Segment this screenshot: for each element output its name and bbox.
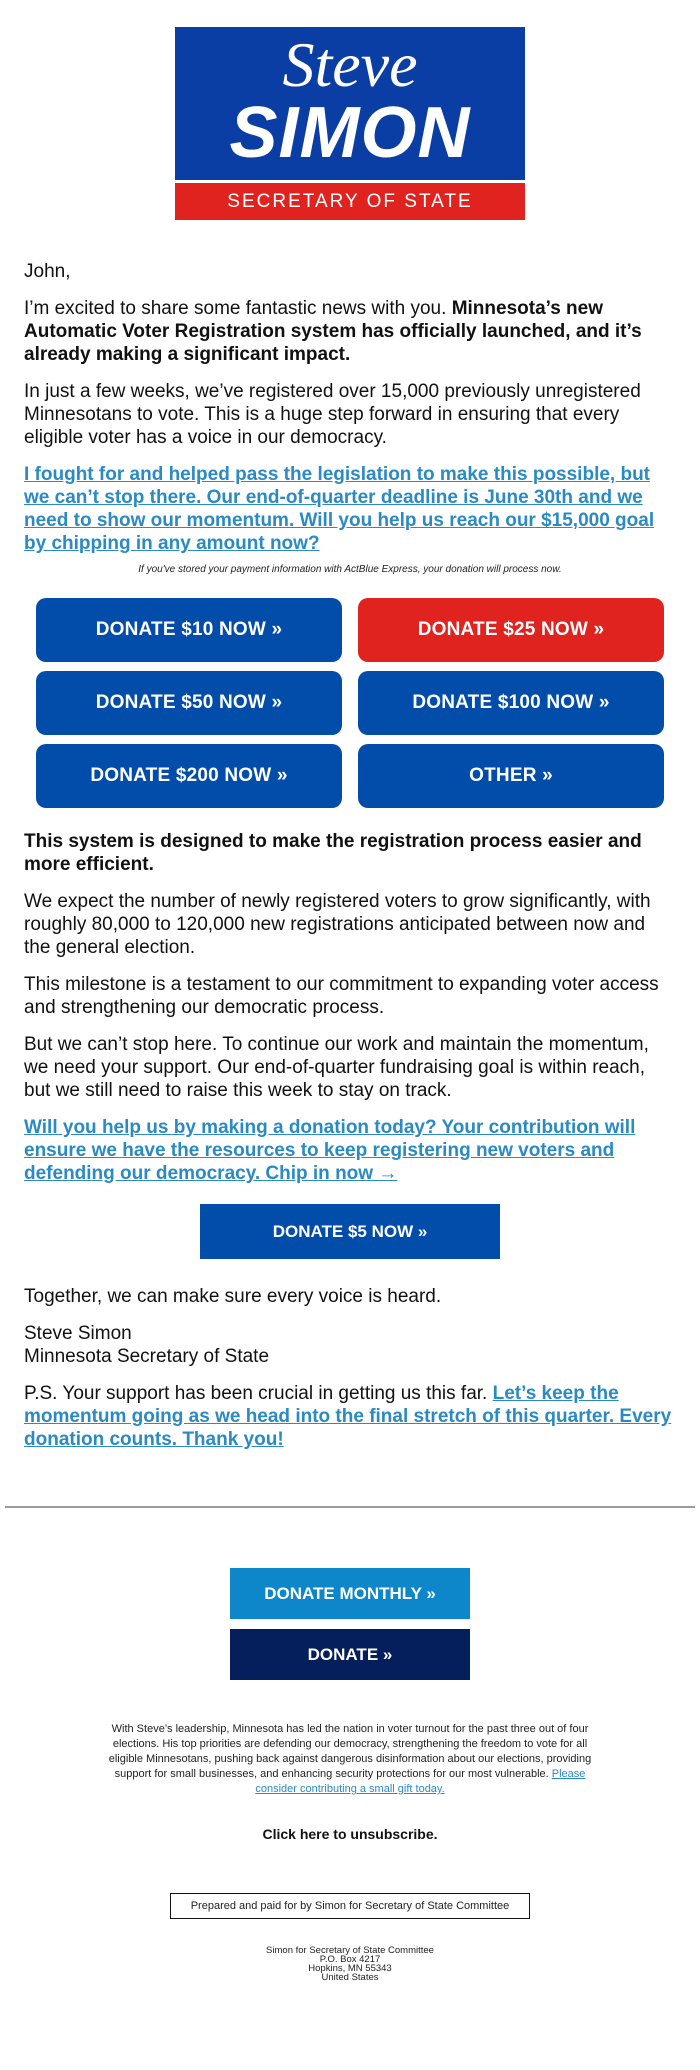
donate-10-button[interactable]: DONATE $10 NOW » — [36, 598, 342, 662]
donate-monthly-button[interactable]: DONATE MONTHLY » — [230, 1568, 470, 1619]
address-line-4: United States — [321, 1972, 379, 1983]
donate-other-button[interactable]: OTHER » — [358, 744, 664, 808]
address-line-3: Hopkins, MN 55343 — [308, 1963, 392, 1974]
signature-title: Minnesota Secretary of State — [24, 1346, 270, 1367]
intro-bold-text: Minnesota’s new Automatic Voter Registration system has officially launched, and it’s already making a significant impact. — [24, 298, 642, 365]
donate-25-button[interactable]: DONATE $25 NOW » — [358, 598, 664, 662]
support-paragraph: But we can’t stop here. To continue our work and maintain the momentum, we need your support. Our end-of-quarter fundraising goal is within reach, but we still need to raise this week to stay on track. — [24, 1034, 649, 1101]
registration-paragraph: In just a few weeks, we’ve registered over 15,000 previously unregistered Minnesotans to vote. This is a huge step forward in ensuring that every eligible voter has a voice in our democracy. — [24, 381, 641, 448]
logo-first-name: Steve — [282, 29, 418, 100]
donate-5-button[interactable]: DONATE $5 NOW » — [200, 1204, 500, 1259]
unsubscribe-link[interactable]: Click here to unsubscribe. — [262, 1826, 438, 1842]
milestone-paragraph: This milestone is a testament to our commitment to expanding voter access and strengthening our democratic process. — [24, 974, 659, 1018]
mailing-address — [0, 1946, 700, 1982]
logo-blue-panel — [175, 27, 525, 180]
intro-paragraph — [24, 297, 676, 366]
ps-plain-text: P.S. Your support has been crucial in getting us this far. — [24, 1383, 493, 1404]
greeting: John, — [24, 261, 71, 282]
together-line: Together, we can make sure every voice is heard. — [24, 1286, 442, 1307]
system-bold-paragraph: This system is designed to make the registration process easier and more efficient. — [24, 831, 642, 875]
signature-name: Steve Simon — [24, 1323, 132, 1344]
signature — [24, 1322, 676, 1368]
campaign-logo — [175, 27, 525, 220]
chip-in-link[interactable]: Will you help us by making a donation today? Your contribution will ensure we have the resources to keep registering new voters and defending our democracy. Chip in now → — [24, 1117, 636, 1184]
donate-200-button[interactable]: DONATE $200 NOW » — [36, 744, 342, 808]
logo-title-banner: SECRETARY OF STATE — [175, 183, 525, 220]
footer-about-text: With Steve’s leadership, Minnesota has led the nation in voter turnout for the past three out of four elections. His top priorities are defending our democracy, strengthening the freedom to vote for all eligible Minnesotans, pushing back against dangerous disinformation about our elections, providing support for small businesses, and enhancing security protections for our most vulnerable. — [108, 1723, 592, 1780]
legislation-donate-link[interactable]: I fought for and helped pass the legislation to make this possible, but we can’t stop there. Our end-of-quarter deadline is June 30th and we need to show our momentum. Will you help us reach our $15,000 goal by chipping in any amount now? — [24, 464, 655, 554]
email-intro — [24, 260, 676, 591]
intro-plain-text: I’m excited to share some fantastic news with you. — [24, 298, 452, 319]
footer-gift-link[interactable]: Please consider contributing a small gift today. — [255, 1768, 586, 1795]
donate-100-button[interactable]: DONATE $100 NOW » — [358, 671, 664, 735]
email-body — [24, 830, 676, 1199]
expectation-paragraph: We expect the number of newly registered voters to grow significantly, with roughly 80,000 to 120,000 new registrations anticipated between now and the general election. — [24, 891, 651, 958]
email-closing — [24, 1285, 676, 1465]
paid-for-disclaimer: Prepared and paid for by Simon for Secretary of State Committee — [170, 1893, 530, 1919]
ps-paragraph — [24, 1382, 676, 1451]
actblue-note: If you've stored your payment information with ActBlue Express, your donation will process now. — [138, 564, 562, 575]
donate-50-button[interactable]: DONATE $50 NOW » — [36, 671, 342, 735]
address-line-1: Simon for Secretary of State Committee — [266, 1945, 434, 1956]
ps-donate-link[interactable]: Let’s keep the momentum going as we head into the final stretch of this quarter. Every donation counts. Thank you! — [24, 1383, 672, 1450]
address-line-2: P.O. Box 4217 — [319, 1954, 381, 1965]
section-divider — [5, 1506, 695, 1508]
logo-last-name: SIMON — [229, 93, 471, 173]
donate-button[interactable]: DONATE » — [230, 1629, 470, 1680]
footer-about — [100, 1722, 600, 1797]
